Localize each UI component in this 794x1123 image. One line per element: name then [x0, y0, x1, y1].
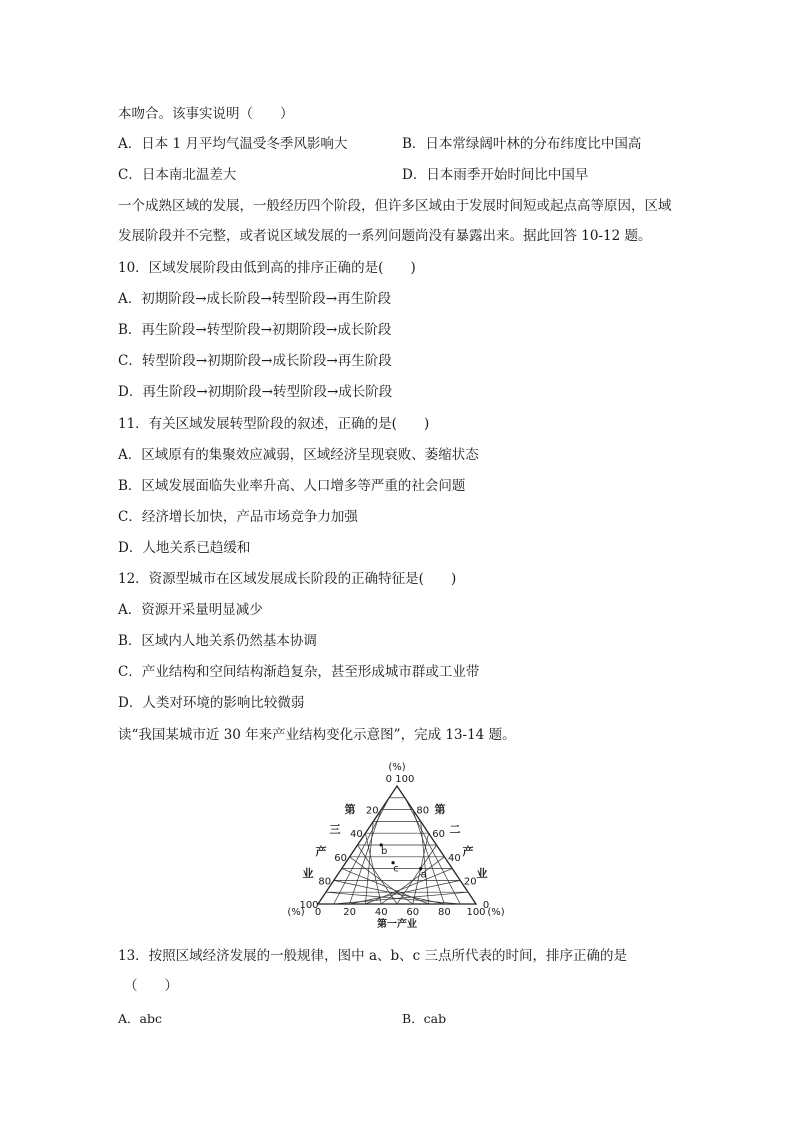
q11-stem: 11．有关区域发展转型阶段的叙述，正确的是( ) — [118, 416, 430, 432]
left-tick-label: 60 — [334, 852, 347, 864]
q11-option-a: A．区域原有的集聚效应减弱，区域经济呈现衰败、萎缩状态 — [118, 447, 479, 463]
q11-option-d: D．人地关系已趋缓和 — [118, 540, 251, 556]
q11-option-b: B．区域发展面临失业率升高、人口增多等严重的社会问题 — [118, 478, 466, 494]
q13-paren: （ ） — [124, 978, 178, 994]
left-axis-title-char: 产 — [315, 845, 327, 858]
bottom-tick-label: 20 — [343, 907, 356, 918]
right-tick-label: 60 — [432, 829, 445, 841]
q10-stem: 10．区域发展阶段由低到高的排序正确的是( ) — [118, 260, 416, 276]
bottom-tick-label: 100 — [466, 907, 486, 918]
left-tick-label: 100 — [299, 900, 319, 911]
right-tick-label: 0 — [482, 900, 490, 911]
q12-stem: 12．资源型城市在区域发展成长阶段的正确特征是( ) — [118, 571, 457, 587]
q9-option-a: A．日本 1 月平均气温受冬季风影响大 — [118, 136, 348, 152]
right-tick-label: 20 — [463, 876, 477, 888]
left-axis-title-char: 业 — [302, 867, 314, 880]
intro-13-14: 读“我国某城市近 30 年来产业结构变化示意图”，完成 13-14 题。 — [118, 727, 516, 743]
bottom-tick-label: 80 — [438, 907, 451, 918]
top-corner-label: 0 100 — [385, 774, 415, 785]
data-points — [380, 843, 427, 880]
q12-option-d: D．人类对环境的影响比较微弱 — [118, 695, 305, 711]
right-axis-title-char: 业 — [476, 867, 488, 880]
right-tick-label: 40 — [448, 852, 461, 864]
q10-option-a: A．初期阶段→成长阶段→转型阶段→再生阶段 — [118, 291, 392, 307]
bottom-right-unit-label: (%) — [487, 907, 505, 918]
bottom-tick-label: 0 — [314, 907, 322, 918]
q10-option-c: C．转型阶段→初期阶段→成长阶段→再生阶段 — [118, 353, 392, 369]
bottom-tick-label: 60 — [406, 907, 420, 918]
point-label-a: a — [420, 869, 427, 881]
left-tick-label: 20 — [365, 805, 379, 817]
bottom-tick-label: 40 — [374, 907, 388, 918]
bottom-left-unit-label: (%) — [287, 907, 305, 918]
point-label-c: c — [393, 863, 399, 875]
intro-10-12: 一个成熟区域的发展，一般经历四个阶段，但许多区域由于发展时间短或起点高等原因，区域发展阶段并不完整，或者说区域发展的一系列问题尚没有暴露出来。据此回答 10-12 题。 — [118, 198, 672, 244]
left-axis-title-char: 第 — [344, 803, 356, 816]
q12-option-a: A．资源开采量明显减少 — [118, 602, 263, 618]
right-axis-title-char: 二 — [449, 823, 461, 836]
top-unit-label: (%) — [388, 762, 406, 773]
triangle-grid — [315, 786, 476, 904]
left-axis-title-char: 三 — [329, 823, 341, 836]
grid-line — [405, 798, 460, 904]
left-tick-label: 80 — [318, 876, 332, 888]
q12-option-c: C．产业结构和空间结构渐趋复杂，甚至形成城市群或工业带 — [118, 664, 480, 680]
q10-option-b: B．再生阶段→转型阶段→初期阶段→成长阶段 — [118, 322, 392, 338]
grid-line — [342, 869, 429, 904]
point-label-b: b — [381, 846, 388, 857]
ternary-diagram — [280, 758, 520, 930]
q9-option-b: B．日本常绿阔叶林的分布纬度比中国高 — [402, 136, 642, 152]
grid-line — [326, 892, 460, 904]
bottom-axis-title: 第一产业 — [377, 919, 417, 930]
q12-option-b: B．区域内人地关系仍然基本协调 — [118, 633, 317, 649]
q13-stem: 13．按照区域经济发展的一般规律，图中 a、b、c 三点所代表的时间，排序正确的是 — [118, 948, 628, 964]
right-axis-title-char: 产 — [462, 845, 474, 858]
q11-option-c: C．经济增长加快，产品市场竞争力加强 — [118, 509, 358, 525]
right-axis-title-char: 第 — [434, 803, 446, 816]
left-tick-label: 40 — [350, 829, 363, 841]
q9-option-c: C．日本南北温差大 — [118, 167, 237, 183]
q13-option-a: A．abc — [118, 1011, 162, 1026]
q9-stem-tail: 本吻合。该事实说明（ ） — [118, 106, 294, 122]
q9-option-d: D．日本雨季开始时间比中国早 — [402, 167, 589, 183]
q13-option-b: B．cab — [402, 1011, 447, 1026]
right-tick-label: 80 — [416, 805, 430, 817]
q10-option-d: D．再生阶段→初期阶段→转型阶段→成长阶段 — [118, 384, 393, 400]
